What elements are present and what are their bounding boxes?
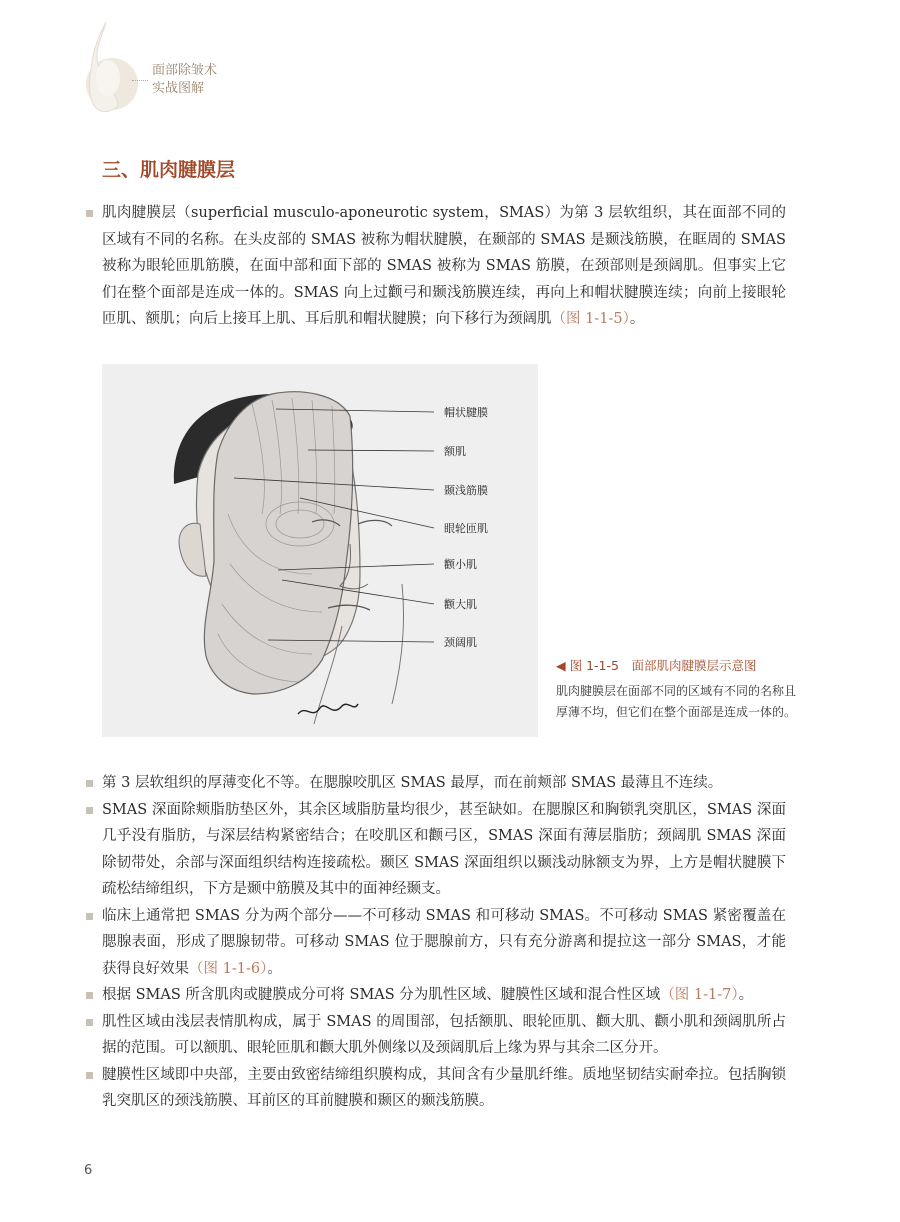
paragraph-tail: 。 <box>738 987 754 1003</box>
paragraph-item <box>84 903 786 983</box>
smas-illustration <box>102 364 538 737</box>
figure-label: 颈阔肌 <box>444 636 477 649</box>
figure-label: 颧大肌 <box>444 598 477 611</box>
caption-body: 肌肉腱膜层在面部不同的区域有不同的名称且厚薄不均，但它们在整个面部是连成一体的。 <box>556 684 797 719</box>
running-header <box>152 62 217 98</box>
section-title: 三、肌肉腱膜层 <box>102 159 236 181</box>
book-logo-icon <box>72 18 142 116</box>
triangle-left-icon: ◀ <box>556 658 566 673</box>
paragraph-list-top <box>84 200 786 333</box>
page-number: 6 <box>84 1163 93 1178</box>
figure-label: 颞浅筋膜 <box>444 484 488 497</box>
figure-label: 帽状腱膜 <box>444 406 488 419</box>
paragraph-text: 临床上通常把 SMAS 分为两个部分——不可移动 SMAS 和可移动 SMAS。不可移动 SMAS 紧密覆盖在腮腺表面，形成了腮腺韧带。可移动 SMAS 位于腮腺前方，只有充分游离和提拉这一部分 SMAS，才能获得良好效果 <box>102 907 786 977</box>
paragraph-item <box>84 770 786 797</box>
figure-reference-link[interactable]: （图 1-1-5） <box>551 311 630 327</box>
paragraph-text: SMAS 深面除颊脂肪垫区外，其余区域脂肪量均很少，甚至缺如。在腮腺区和胸锁乳突肌区，SMAS 深面几乎没有脂肪，与深层结构紧密结合；在咬肌区和颧弓区，SMAS 深面有薄层脂肪；颈阔肌 SMAS 深面除韧带处，余部与深面组织结构连接疏松。颞区 SMAS 深面组织以颞浅动脉额支为界，上方是帽状腱膜下疏松结缔组织，下方是颞中筋膜及其中的面神经颞支。 <box>102 801 786 897</box>
figure-label: 颧小肌 <box>444 558 477 571</box>
bullet-square-icon <box>86 913 93 920</box>
paragraph-item <box>84 1062 786 1115</box>
bullet-square-icon <box>86 807 93 814</box>
header-divider <box>132 80 148 81</box>
figure-reference-link[interactable]: （图 1-1-7） <box>660 987 739 1003</box>
book-title-line2: 实战图解 <box>152 81 205 96</box>
paragraph-text: 肌性区域由浅层表情肌构成，属于 SMAS 的周围部，包括额肌、眼轮匝肌、颧大肌、颧小肌和颈阔肌所占据的范围。可以额肌、眼轮匝肌和颧大肌外侧缘以及颈阔肌后上缘为界与其余二区分开。 <box>102 1013 786 1056</box>
paragraph-item <box>84 1009 786 1062</box>
bullet-square-icon <box>86 992 93 999</box>
paragraph-list-bottom <box>84 770 786 1115</box>
paragraph-text: 根据 SMAS 所含肌肉或腱膜成分可将 SMAS 分为肌性区域、腱膜性区域和混合性区域 <box>102 987 661 1003</box>
paragraph-item <box>84 797 786 903</box>
paragraph-text: 腱膜性区域即中央部，主要由致密结缔组织膜构成，其间含有少量肌纤维。质地坚韧结实耐牵拉。包括胸锁乳突肌区的颈浅筋膜、耳前区的耳前腱膜和颞区的颞浅筋膜。 <box>102 1066 786 1109</box>
bullet-square-icon <box>86 1072 93 1079</box>
paragraph-item <box>84 200 786 333</box>
paragraph-item <box>84 982 786 1009</box>
paragraph-text: 肌肉腱膜层（superficial musculo-aponeurotic system，SMAS）为第 3 层软组织，其在面部不同的区域有不同的名称。在头皮部的 SMAS 被称为帽状腱膜，在颞部的 SMAS 是颞浅筋膜，在眶周的 SMAS 被称为眼轮匝肌筋膜，在面中部和面下部的 SMAS 被称为 SMAS 筋膜，在颈部则是颈阔肌。但事实上它们在整个面部是连成一体的。SMAS 向上过颧弓和颞浅筋膜连续，再向上和帽状腱膜连续；向前上接眼轮匝肌、额肌；向后上接耳上肌、耳后肌和帽状腱膜；向下移行为颈阔肌 <box>102 205 786 327</box>
paragraph-tail: 。 <box>267 960 282 977</box>
figure-label: 额肌 <box>444 445 466 458</box>
paragraph-text: 第 3 层软组织的厚薄变化不等。在腮腺咬肌区 SMAS 最厚，而在前颊部 SMAS 最薄且不连续。 <box>102 775 723 791</box>
caption-title-text: 图 1-1-5 面部肌肉腱膜层示意图 <box>569 658 757 673</box>
figure-label: 眼轮匝肌 <box>444 522 488 535</box>
bullet-square-icon <box>86 210 93 217</box>
bullet-square-icon <box>86 780 93 787</box>
bullet-square-icon <box>86 1019 93 1026</box>
caption-title <box>556 657 796 675</box>
figure-caption <box>556 657 796 723</box>
paragraph-tail: 。 <box>629 311 645 327</box>
figure-reference-link[interactable]: （图 1-1-6） <box>189 960 268 977</box>
book-title-line1: 面部除皱术 <box>152 63 218 78</box>
